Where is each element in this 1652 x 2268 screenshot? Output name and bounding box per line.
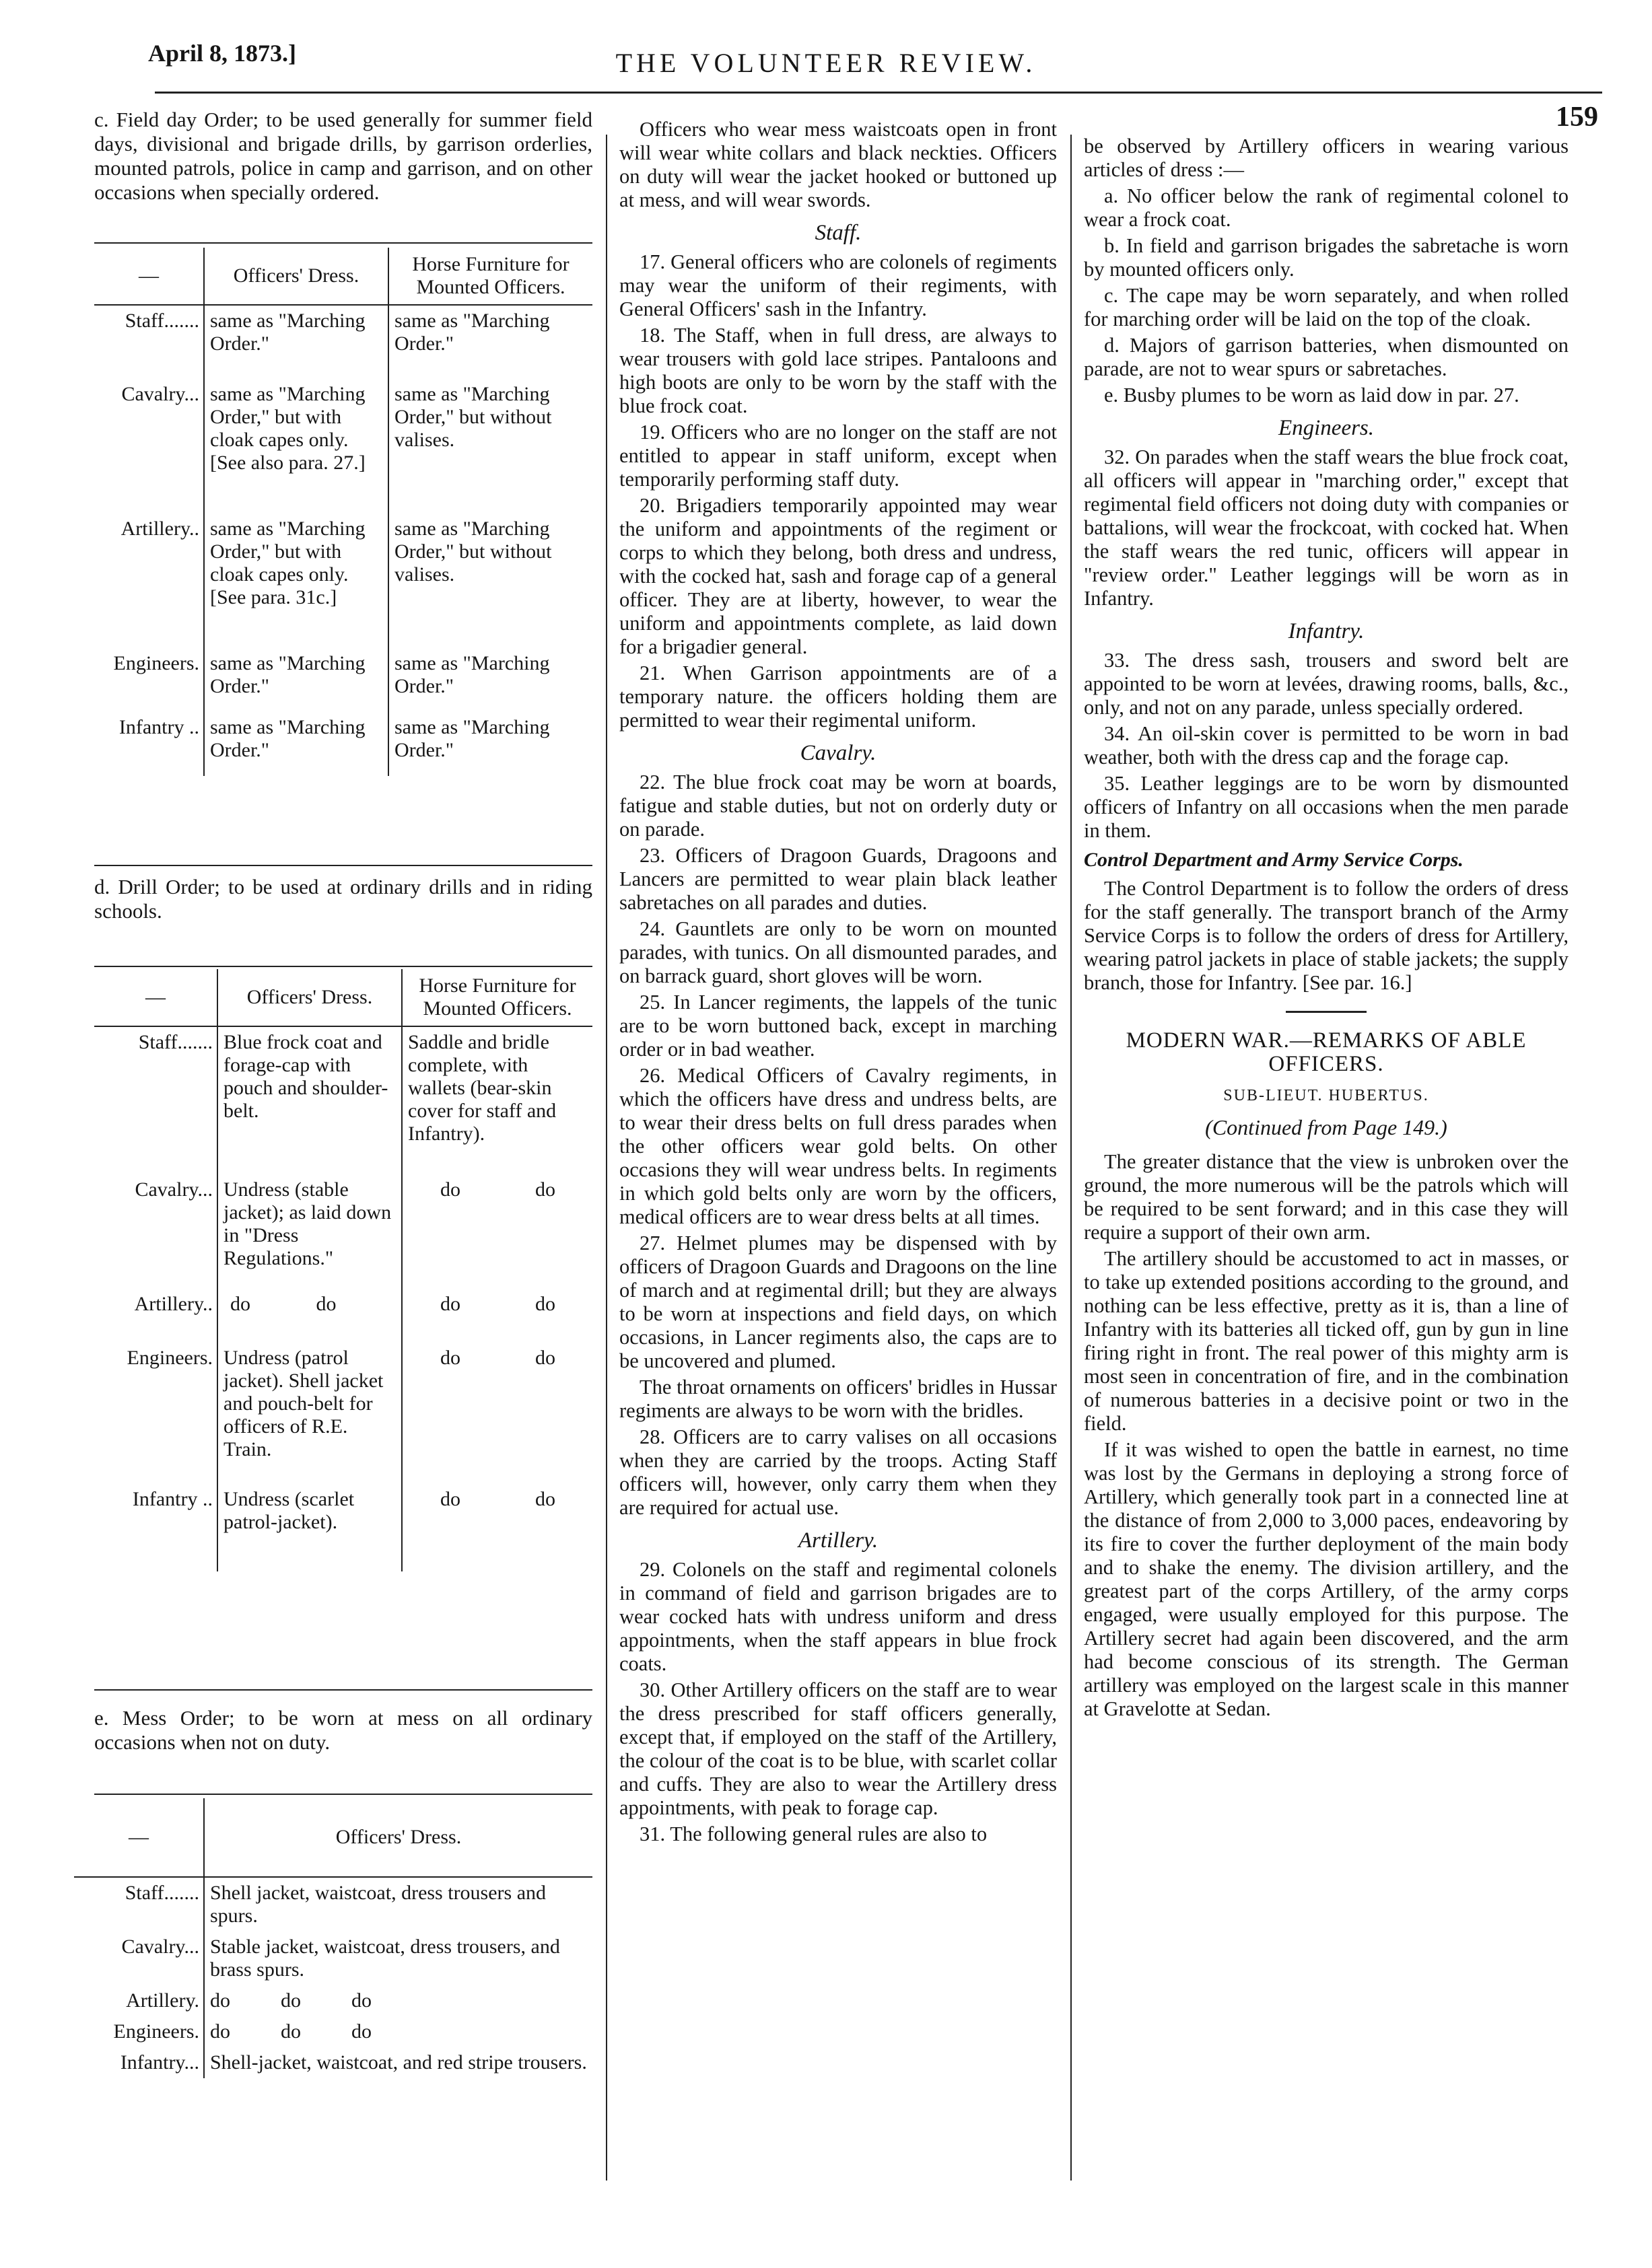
paragraph: 18. The Staff, when in full dress, are always to wear trousers with gold lace stripes. Pantaloons and high boots are only to be worn by the staff with the blue frock coat.: [619, 324, 1057, 417]
section-heading-staff: Staff.: [815, 221, 862, 245]
dress-cell: Undress (scarlet patrol-jacket).: [217, 1484, 402, 1571]
paragraph: 35. Leather leggings are to be worn by dismounted officers of Infantry on all occasions when the men parade in them.: [1084, 772, 1569, 842]
row-label: Staff.......: [138, 1031, 213, 1053]
dress-cell: same as "Marching Order.": [204, 712, 388, 776]
table-rule: [94, 1689, 592, 1691]
article-title: MODERN WAR.—REMARKS OF ABLE OFFICERS.: [1126, 1028, 1527, 1076]
horse-cell: do: [535, 1178, 555, 1201]
row-label: Staff.......: [125, 310, 199, 332]
row-label: Cavalry...: [135, 1178, 213, 1201]
paragraph: c. The cape may be worn separately, and when rolled for marching order will be laid on the top of the cloak.: [1084, 284, 1569, 330]
ditto-mark: do: [230, 1293, 250, 1315]
paragraph: The greater distance that the view is unbroken over the ground, the more numerous will be the patrols which will be required to be sent forward; and in this case they will require a support of their own arm.: [1084, 1150, 1569, 1244]
column-rule-2: [1070, 135, 1072, 2181]
paragraph: e. Busby plumes to be worn as laid dow in par. 27.: [1104, 384, 1519, 406]
horse-cell: same as "Marching Order.": [388, 305, 592, 379]
dress-cell: same as "Marching Order.": [204, 305, 388, 379]
section-heading-cavalry: Cavalry.: [800, 741, 876, 765]
horse-cell: do: [535, 1488, 555, 1510]
row-label: Staff.......: [125, 1882, 199, 1904]
horse-cell: do: [535, 1347, 555, 1369]
table-header-blank: —: [74, 1798, 204, 1877]
horse-cell: same as "Marching Order.": [388, 712, 592, 776]
paragraph: 32. On parades when the staff wears the blue frock coat, all officers will appear in "marching order," except that regimental field officers not doing duty with companies or battalions, will wear the frockcoat, with cocked hat. When the staff wears the red tunic, officers will appear in "review order." Leather leggings will be worn as in Infantry.: [1084, 446, 1569, 610]
table-rule: [94, 242, 592, 244]
horse-cell: Saddle and bridle complete, with wallets (bear-skin cover for staff and Infantry).: [402, 1026, 592, 1174]
table-row: [74, 2016, 592, 2047]
table-header-row: [74, 1798, 592, 1877]
dress-cell: Blue frock coat and forage-cap with pouch and shoulder-belt.: [217, 1026, 402, 1174]
drill-order-block: [94, 875, 592, 926]
table-row: [94, 305, 592, 379]
dress-cell: Shell-jacket, waistcoat, and red stripe trousers.: [204, 2047, 592, 2078]
mess-order-intro: e. Mess Order; to be worn at mess on all ordinary occasions when not on duty.: [94, 1706, 592, 1754]
paragraph: 22. The blue frock coat may be worn at boards, fatigue and stable duties, but not on orderly duty or on parade.: [619, 771, 1057, 841]
table-row: [94, 712, 592, 776]
paragraph: 34. An oil-skin cover is permitted to be worn in bad weather, both with the dress cap and the forage cap.: [1084, 722, 1569, 769]
table-row: [74, 2047, 592, 2078]
paragraph: 33. The dress sash, trousers and sword belt are appointed to be worn at levées, drawing rooms, balls, &c., only, and not on any parade, unless specially ordered.: [1084, 649, 1569, 719]
row-label: Artillery..: [121, 518, 199, 540]
table-header-blank: —: [94, 248, 204, 305]
table-row: [74, 1877, 592, 1932]
paragraph: 28. Officers are to carry valises on all occasions when they are carried by the troops. Acting Staff officers will, however, only carry them when they are required for actual use.: [619, 1425, 1057, 1519]
table-row: [94, 1174, 592, 1289]
horse-cell: do: [402, 1174, 498, 1289]
paragraph: 17. General officers who are colonels of regiments may wear the uniform of their regiments, with General Officers' sash in the Infantry.: [619, 250, 1057, 320]
dress-cell: same as "Marching Order," but with cloak capes only. [See also para. 27.]: [204, 379, 388, 513]
paragraph: 27. Helmet plumes may be dispensed with by officers of Dragoon Guards and Dragoons on the line of march and at regimental drill; but they are always to be worn at inspections and field days, on which occasions, in Lancer regiments also, the caps are to be uncovered and plumed.: [619, 1232, 1057, 1372]
paragraph: If it was wished to open the battle in earnest, no time was lost by the Germans in deploying a strong force of Artillery, which generally took part in a connected line at the distance of from 2,000 to 3,000 paces, endeavoring by its fire to cover the further deployment of the main body and to shake the enemy. The division artillery, and the greatest part of the corps Artillery, of the army corps engaged, were usually employed for this purpose. The Artillery secret had again been discovered, and the arm had become conscious of its strength. The German artillery was employed on the largest scale in this manner at Gravelotte at Sedan.: [1084, 1438, 1569, 1720]
drill-order-table: [94, 969, 592, 1571]
dress-cell: Shell jacket, waistcoat, dress trousers and spurs.: [204, 1877, 592, 1932]
table-row: [94, 1484, 592, 1571]
paragraph: b. In field and garrison brigades the sabretache is worn by mounted officers only.: [1084, 234, 1569, 281]
table-rule: [94, 865, 592, 866]
page-number: 159: [1556, 102, 1598, 133]
dress-cell: do do do: [204, 1985, 592, 2016]
table-header-row: [94, 969, 592, 1026]
table-header-horse-furniture: Horse Furniture for Mounted Officers.: [388, 248, 592, 305]
paragraph: The Control Department is to follow the orders of dress for the staff generally. The transport branch of the Army Service Corps is to follow the orders of dress for Artillery, wearing patrol jackets in place of stable jackets; the supply branch, those for Infantry. [See par. 16.]: [1084, 877, 1569, 994]
horse-cell: do: [535, 1293, 555, 1315]
article-author: SUB-LIEUT. HUBERTUS.: [1223, 1087, 1429, 1104]
row-label: Engineers.: [113, 2020, 199, 2043]
mess-order-table: [74, 1798, 592, 2078]
field-day-order-intro: c. Field day Order; to be used generally for summer field days, divisional and brigade drills, by garrison orderlies, mounted patrols, police in camp and garrison, and on other occasions when specially ordered.: [94, 108, 592, 204]
paragraph: 29. Colonels on the staff and regimental colonels in command of field and garrison brigades are to wear cocked hats with undress uniform and dress appointments, when the staff appears in blue frock coats.: [619, 1558, 1057, 1675]
section-heading-control-department: Control Department and Army Service Corps.: [1084, 849, 1464, 871]
drill-order-intro: d. Drill Order; to be used at ordinary drills and in riding schools.: [94, 875, 592, 923]
paragraph: d. Majors of garrison batteries, when dismounted on parade, are not to wear spurs or sabretaches.: [1084, 334, 1569, 380]
table-row: [94, 648, 592, 712]
row-label: Artillery..: [134, 1293, 213, 1315]
table-header-blank: —: [94, 969, 217, 1026]
table-header-officers-dress: Officers' Dress.: [204, 1798, 592, 1877]
row-label: Engineers.: [113, 652, 199, 674]
section-divider: [1286, 1011, 1367, 1013]
horse-cell: same as "Marching Order.": [388, 648, 592, 712]
dress-cell: Undress (stable jacket); as laid down in "Dress Regulations.": [217, 1174, 402, 1289]
column-1: [94, 108, 592, 207]
row-label: Engineers.: [127, 1347, 213, 1369]
table-row: [74, 1932, 592, 1985]
newspaper-title: THE VOLUNTEER REVIEW.: [615, 48, 1037, 78]
dress-cell: Stable jacket, waistcoat, dress trousers, and brass spurs.: [204, 1932, 592, 1985]
header-rule: [155, 92, 1602, 94]
paragraph: 19. Officers who are no longer on the staff are not entitled to appear in staff uniform, except when temporarily performing staff duty.: [619, 421, 1057, 491]
row-label: Infantry ..: [118, 716, 199, 738]
horse-cell: do: [402, 1289, 498, 1343]
paragraph: 23. Officers of Dragoon Guards, Dragoons and Lancers are permitted to wear plain black leather sabretaches on all parades and duties.: [619, 844, 1057, 914]
row-label: Cavalry...: [121, 1936, 199, 1958]
dress-cell: do do do: [204, 2016, 592, 2047]
dress-cell: [217, 1289, 402, 1343]
paragraph: The artillery should be accustomed to act in masses, or to take up extended positions according to the ground, and nothing can be less effective, pretty as it is, than a line of Infantry with its batteries all ticked off, gun by gun in line firing right in front. The real power of this mighty arm is most seen in concentration of fire, and in the combination of numerous batteries in a decisive point or two in the field.: [1084, 1247, 1569, 1435]
row-label: Cavalry...: [121, 383, 199, 405]
column-3: [1084, 135, 1569, 1724]
dress-cell: same as "Marching Order.": [204, 648, 388, 712]
table-header-officers-dress: Officers' Dress.: [217, 969, 402, 1026]
horse-cell: same as "Marching Order," but without valises.: [388, 513, 592, 648]
row-label: Infantry...: [120, 2051, 199, 2074]
row-label: Infantry ..: [132, 1488, 213, 1510]
table-row: [94, 1026, 592, 1174]
table-header-row: [94, 248, 592, 305]
continued-note: (Continued from Page 149.): [1205, 1115, 1447, 1139]
horse-cell: do: [402, 1484, 498, 1571]
paragraph: a. No officer below the rank of regimental colonel to wear a frock coat.: [1084, 184, 1569, 231]
section-heading-artillery: Artillery.: [798, 1528, 879, 1553]
table-row: [94, 1289, 592, 1343]
table-row: [94, 1343, 592, 1484]
dress-cell: same as "Marching Order," but with cloak capes only. [See para. 31c.]: [204, 513, 388, 648]
dress-cell: Undress (patrol jacket). Shell jacket and pouch-belt for officers of R.E. Train.: [217, 1343, 402, 1484]
paragraph: 24. Gauntlets are only to be worn on mounted parades, with tunics. On all dismounted parades, and on barrack guard, short gloves will be worn.: [619, 917, 1057, 987]
row-label: Artillery.: [126, 1989, 199, 2012]
paragraph: 21. When Garrison appointments are of a temporary nature. the officers holding them are permitted to wear their regimental uniform.: [619, 662, 1057, 732]
section-heading-engineers: Engineers.: [1278, 416, 1375, 440]
section-heading-infantry: Infantry.: [1288, 619, 1365, 643]
column-2: [619, 118, 1057, 1849]
issue-date: April 8, 1873.]: [148, 40, 296, 67]
paragraph: 31. The following general rules are also to: [640, 1822, 988, 1845]
ditto-mark: do: [316, 1293, 337, 1315]
mess-order-block: [94, 1706, 592, 1757]
table-row: [94, 379, 592, 513]
table-row: [94, 513, 592, 648]
paragraph: 25. In Lancer regiments, the lappels of the tunic are to be worn buttoned back, except in marching order or in bad weather.: [619, 991, 1057, 1061]
horse-cell: do: [402, 1343, 498, 1484]
paragraph: Officers who wear mess waistcoats open in front will wear white collars and black neckties. Officers on duty will wear the jacket hooked or buttoned up at mess, and will wear swords.: [619, 118, 1057, 211]
paragraph: 26. Medical Officers of Cavalry regiments, in which the officers have dress and undress belts, are to wear their dress belts on full dress parades when the other officers wear gold belts. On other occasions they will wear undress belts. In regiments in which gold belts only are worn by the officers, medical officers are to wear dress belts at all times.: [619, 1064, 1057, 1228]
table-rule: [94, 966, 592, 967]
paragraph: The throat ornaments on officers' bridles in Hussar regiments are always to be worn with the bridles.: [619, 1376, 1057, 1422]
table-row: [74, 1985, 592, 2016]
paragraph: 30. Other Artillery officers on the staff are to wear the dress prescribed for staff officers generally, except that, if employed on the staff of the Artillery, the colour of the coat is to be blue, with scarlet collar and cuffs. They are also to wear the Artillery dress appointments, with peak to forage cap.: [619, 1678, 1057, 1819]
paragraph: 20. Brigadiers temporarily appointed may wear the uniform and appointments of the regiment or corps to which they belong, both dress and undress, with the cocked hat, sash and forage cap of a general officer. They are at liberty, however, to wear the uniform and appointments complete, as laid down for a brigadier general.: [619, 494, 1057, 658]
column-rule-1: [606, 135, 607, 2181]
table-rule: [94, 1794, 592, 1795]
paragraph: be observed by Artillery officers in wearing various articles of dress :—: [1084, 135, 1569, 181]
field-day-order-table: [94, 248, 592, 776]
table-header-officers-dress: Officers' Dress.: [204, 248, 388, 305]
horse-cell: same as "Marching Order," but without valises.: [388, 379, 592, 513]
table-header-horse-furniture: Horse Furniture for Mounted Officers.: [402, 969, 592, 1026]
